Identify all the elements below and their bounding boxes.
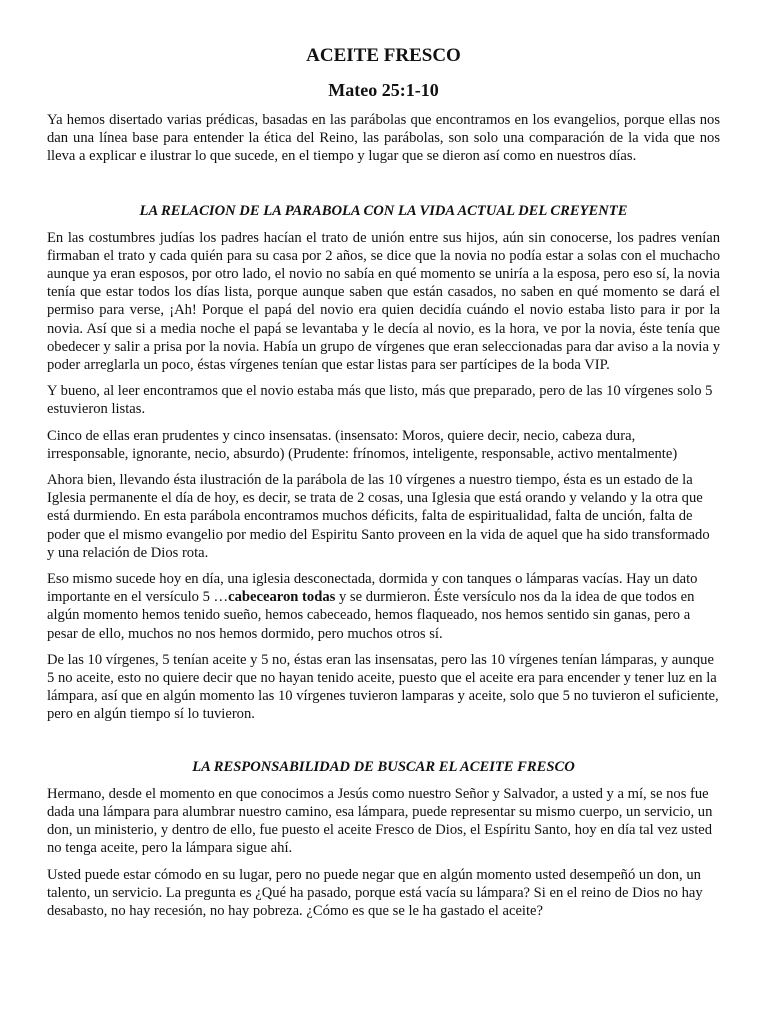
paragraph-hermano: Hermano, desde el momento en que conocimos a Jesús como nuestro Señor y Salvador, a usted y a mí, se nos fue dada una lámpara para alumbrar nuestro camino, esa lámpara, puede representar su mismo cuerpo, un servicio, un don, un ministerio, y dentro de ello, fue puesto el aceite Fresco de Dios, el Espíritu Santo, hoy en día tal vez usted no tenga aceite, pero la lámpara sigue ahí. [47, 785, 713, 857]
section-heading-relacion: LA RELACION DE LA PARABOLA CON LA VIDA ACTUAL DEL CREYENTE [139, 202, 628, 219]
emphasis-cabecearon-todas: cabecearon todas [228, 589, 336, 606]
paragraph-costumbres: En las costumbres judías los padres hacían el trato de unión entre sus hijos, aún sin conocerse, los padres venían firmaban el trato y cada quién para su casa por 2 años, se dice que la novia no podía estar a solas con el muchacho aunque ya eran esposos, por otro lado, el novio no sabía en qué momento se uniría a la esposa, pero eso sí, la novia tenía que estar todos los días lista, porque aunque saben que están casados, no saben en qué momento se dará el permiso para verse, ¡Ah! Porque el papá del novio era quien decidía cuándo el novio estaba listo para ir por la novia. Así que si a media noche el papá se levantaba y le decía al novio, es la hora, ve por la novia, éste tenía que obedecer y salir a prisa por la novia. Había un grupo de vírgenes que eran seleccionadas para dar aviso a la novia y poder arreglarla un poco, éstas vírgenes tenían que estar listas para ser partícipes de la boda VIP. [47, 229, 720, 374]
paragraph-text-end: y se durmieron. Éste versículo nos da la idea de que todos en algún momento hemos tenido sueño, hemos cabeceado, hemos flaqueado, nos hemos sentido sin ganas, pero a pesar de ello, muchos no nos hemos dormido, pero muchos otros sí. [47, 589, 695, 642]
paragraph-novio-listo: Y bueno, al leer encontramos que el novio estaba más que listo, más que preparado, pero de las 10 vírgenes solo 5 estuvieron listas. [47, 383, 713, 418]
scripture-reference: Mateo 25:1-10 [328, 80, 439, 100]
page-title: ACEITE FRESCO [306, 45, 461, 66]
paragraph-diez-virgenes: De las 10 vírgenes, 5 tenían aceite y 5 no, éstas eran las insensatas, pero las 10 vírgenes tenían lámparas, y aunque 5 no aceite, esto no quiere decir que no hayan tenido aceite, puesto que el aceite era para encender y tener luz en la lámpara, así que en algún momento las 10 vírgenes tuvieron lamparas y aceite, solo que 5 no tuvieron el suficiente, pero en algún tiempo sí lo tuvieron. [47, 651, 719, 723]
paragraph-comodo: Usted puede estar cómodo en su lugar, pero no puede negar que en algún momento usted desempeñó un don, un talento, un servicio. La pregunta es ¿Qué ha pasado, porque está vacía su lámpara? Si en el reino de Dios no hay desabasto, no hay recesión, no hay pobreza. ¿Cómo es que se le ha gastado el aceite? [47, 866, 703, 919]
paragraph-iglesia-desconectada [47, 570, 720, 643]
paragraph-text-start: Eso mismo sucede hoy en día, una iglesia desconectada, dormida y con tanques o lámparas vacías. Hay un dato importante en el versículo 5 … [47, 571, 698, 606]
section-heading-responsabilidad: LA RESPONSABILIDAD DE BUSCAR EL ACEITE FRESCO [192, 758, 575, 775]
intro-paragraph: Ya hemos disertado varias prédicas, basadas en las parábolas que encontramos en los evangelios, porque ellas nos dan una línea base para entender la ética del Reino, las parábolas, son solo una comparación de la vida que nos lleva a explicar e ilustrar lo que sucede, en el tiempo y lugar que se dieron así como en nuestros días. [47, 112, 720, 165]
paragraph-ilustracion: Ahora bien, llevando ésta ilustración de la parábola de las 10 vírgenes a nuestro tiempo, ésta es un estado de la Iglesia permanente el día de hoy, es decir, se trata de 2 cosas, una Iglesia que está orando y velando y la otra que está durmiendo. En esta parábola encontramos muchos déficits, falta de espiritualidad, falta de unción, falta de poder que el mismo evangelio por medio del Espiritu Santo proveen en la vida de aquel que ha sido transformado y una relación de Dios rota. [47, 472, 710, 561]
paragraph-prudentes-insensatas: Cinco de ellas eran prudentes y cinco insensatas. (insensato: Moros, quiere decir, necio, cabeza dura, irresponsable, ignorante, necio, absurdo) (Prudente: frínomos, inteligente, responsable, activo mentalmente) [47, 427, 678, 462]
